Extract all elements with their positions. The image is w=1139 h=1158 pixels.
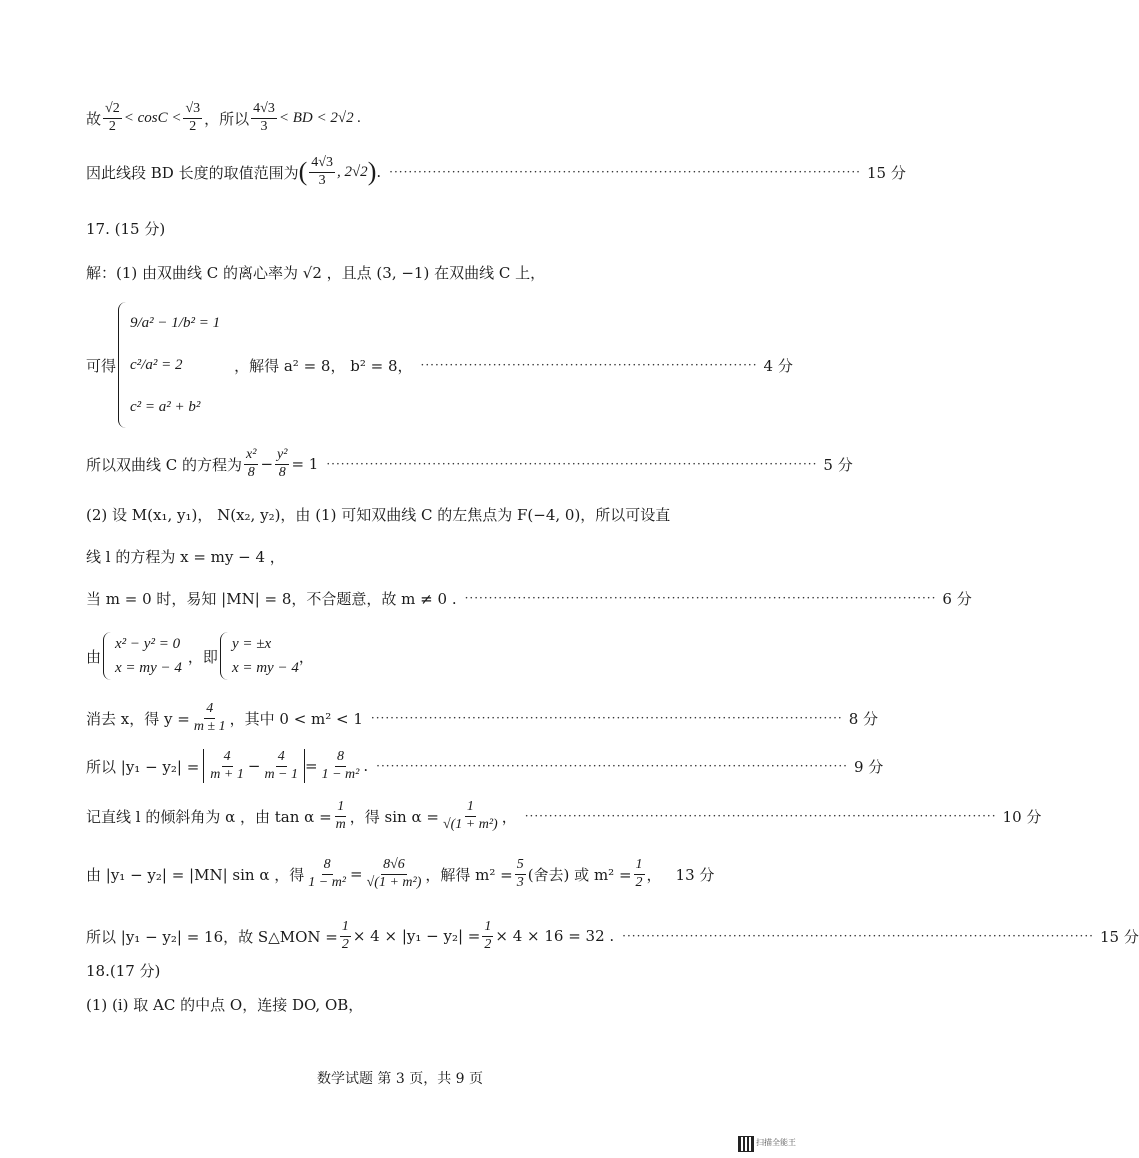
line-4	[86, 300, 793, 430]
leader-dots: ··································································································	[389, 165, 861, 179]
text: 当 m = 0 时，易知 |MN| = 8，不合题意，故 m ≠ 0 .	[86, 589, 457, 608]
fraction: $\frac{4}{m \pm 1}$	[193, 701, 226, 734]
question-heading	[86, 216, 714, 240]
text: < cosC <	[123, 109, 182, 126]
text: 17. (15 分)	[86, 219, 166, 238]
line-5	[86, 442, 853, 486]
text: 18.(17 分)	[86, 961, 161, 980]
text: 故	[86, 109, 102, 128]
text: 由	[86, 647, 102, 666]
leader-dots: ··································································································	[622, 929, 1094, 943]
fraction: $\frac{1}{\text{√(1 + m²)}}$	[442, 799, 498, 832]
line-6	[86, 500, 714, 528]
text: ，	[501, 807, 517, 826]
fraction: $\frac{√2}{2}$	[105, 101, 120, 134]
text: 所以 |y₁ − y₂| =	[86, 757, 200, 776]
text: ，解得 a² = 8， b² = 8，	[234, 356, 413, 375]
score: 13 分	[675, 865, 715, 884]
text: 因此线段 BD 长度的取值范围为	[86, 163, 299, 182]
fraction: $\frac{1}{2}$	[635, 857, 643, 890]
text: =	[350, 865, 363, 883]
text: −	[260, 455, 274, 473]
text: 所以 |y₁ − y₂| = 16，故 S△MON =	[86, 927, 338, 946]
qr-code-icon	[738, 1136, 754, 1152]
page-footer: 数学试题 第 3 页，共 9 页	[316, 1071, 484, 1087]
fraction: $\frac{\text{y²}}{8}$	[277, 447, 288, 480]
text: .	[363, 757, 369, 775]
text: × 4 × |y₁ − y₂| =	[352, 927, 481, 945]
line-15	[86, 990, 714, 1018]
line-12	[86, 794, 1042, 838]
line-9	[86, 630, 714, 682]
score: 15 分	[866, 163, 906, 182]
leader-dots: ··································································································	[524, 809, 997, 823]
text: = 1	[291, 455, 319, 473]
fraction: $\frac{4}{m + 1}$	[210, 749, 244, 782]
fraction: $\frac{1}{2}$	[341, 919, 349, 952]
equation: c² = a² + b²	[130, 398, 201, 415]
text: 记直线 l 的倾斜角为 α ，由 tan α =	[86, 807, 332, 826]
line-11: 所以 |y₁ − y₂| = $\frac{4}{m + 1}$ − $\frac{4}{m - 1}$ = $\frac{8}{\text{1 − m²}}$ . ·································································································· 9 分	[86, 749, 884, 782]
text: 由 |y₁ − y₂| = |MN| sin α ，得	[86, 865, 305, 884]
text: 解：(1) 由双曲线 C 的离心率为 √2 ，且点 (3, −1) 在双曲线 C 上，	[86, 263, 546, 282]
leader-dots: ··································································································	[370, 711, 843, 725]
line-13	[86, 852, 714, 896]
text: < BD < 2√2 .	[278, 109, 362, 126]
fraction: $\frac{1}{m}$	[335, 799, 346, 832]
line-3	[86, 258, 714, 286]
score: 8 分	[848, 709, 879, 728]
equation-system	[118, 302, 220, 428]
text: 可得	[86, 356, 117, 375]
score: 9 分	[853, 757, 884, 776]
score: 4 分	[763, 356, 793, 375]
score: 15 分	[1100, 927, 1139, 946]
text: ，解得 m² =	[425, 865, 513, 884]
text: ，所以	[204, 109, 250, 128]
score: 6 分	[942, 589, 972, 608]
fraction: $\frac{\text{x²}}{8}$	[246, 447, 257, 480]
line-10	[86, 696, 879, 740]
text: 消去 x，得 y =	[86, 709, 190, 728]
text: (舍去) 或 m² =	[527, 865, 632, 884]
line-2: 因此线段 BD 长度的取值范围为 ( $\frac{4√3}{3}$ , 2√2 ) . ·································································································· 15 分	[86, 155, 906, 188]
leader-dots: ······································································	[420, 358, 758, 372]
leader-dots: ··································································································	[376, 759, 848, 773]
fraction: $\frac{√3}{2}$	[185, 101, 201, 134]
text: (2) 设 M(x₁, y₁)， N(x₂, y₂)，由 (1) 可知双曲线 C 的左焦点为 F(−4, 0)，所以可设直	[86, 505, 671, 524]
text: 线 l 的方程为 x = my − 4 ，	[86, 547, 285, 566]
equation-system: y = ±x x = my − 4	[220, 632, 299, 680]
line-7	[86, 542, 714, 570]
leader-dots: ··································································································	[464, 591, 937, 605]
text: ，得 sin α =	[349, 807, 439, 826]
fraction: $\frac{4√3}{3}$	[253, 101, 275, 134]
text: ，即	[187, 647, 218, 666]
text: ，	[646, 865, 662, 884]
fraction: $\frac{8}{\text{1 − m²}}$	[308, 857, 347, 890]
fraction: $\frac{8}{\text{1 − m²}}$	[321, 749, 360, 782]
text: ，其中 0 < m² < 1	[229, 709, 363, 728]
text: , 2√2	[336, 163, 368, 180]
scanner-logo: 扫描全能王	[756, 1138, 796, 1147]
text: =	[305, 757, 318, 775]
leader-dots: ······································································································	[326, 457, 818, 471]
equation: 9/a² − 1/b² = 1	[130, 314, 221, 331]
line-8	[86, 584, 972, 612]
text: ，	[298, 647, 314, 666]
question-heading	[86, 958, 714, 982]
fraction: $\frac{4√3}{3}$	[311, 155, 333, 188]
line-1	[86, 96, 714, 140]
text: (1) (i) 取 AC 的中点 O，连接 DO, OB，	[86, 995, 364, 1014]
fraction: $\frac{4}{m - 1}$	[264, 749, 298, 782]
fraction: $\frac{8√6}{\text{√(1 + m²)}}$	[366, 857, 422, 890]
equation: c²/a² = 2	[130, 356, 183, 373]
text: × 4 × 16 = 32 .	[495, 927, 615, 945]
text: .	[376, 163, 382, 181]
equation-system: x² − y² = 0 x = my − 4	[103, 632, 182, 680]
fraction: $\frac{5}{3}$	[516, 857, 524, 890]
score: 10 分	[1002, 807, 1042, 826]
text: 所以双曲线 C 的方程为	[86, 455, 243, 474]
fraction: $\frac{1}{2}$	[484, 919, 492, 952]
score: 5 分	[823, 455, 853, 474]
line-14	[86, 914, 1139, 958]
